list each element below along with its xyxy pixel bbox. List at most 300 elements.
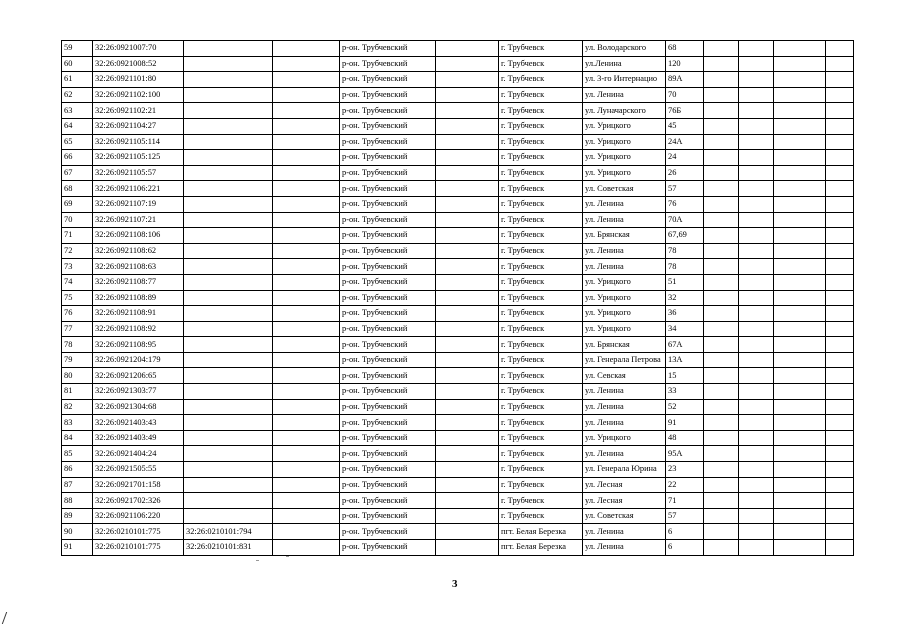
empty-cell	[704, 384, 739, 400]
street-cell: ул. Урицкого	[583, 306, 666, 322]
settlement-cell: г. Трубчевск	[499, 290, 583, 306]
table-row	[62, 337, 854, 353]
cadastral-number-cell: 32:26:0921108:89	[93, 290, 184, 306]
settlement-cell: г. Трубчевск	[499, 228, 583, 244]
settlement-cell: г. Трубчевск	[499, 384, 583, 400]
empty-cell	[273, 87, 340, 103]
empty-cell	[704, 134, 739, 150]
house-number-cell: 95А	[666, 446, 704, 462]
cadastral-number-cell: 32:26:0921108:91	[93, 306, 184, 322]
empty-cell	[273, 306, 340, 322]
street-cell: ул. Ленина	[583, 446, 666, 462]
settlement-cell: г. Трубчевск	[499, 493, 583, 509]
street-cell: ул. Ленина	[583, 399, 666, 415]
house-number-cell: 120	[666, 56, 704, 72]
district-cell: р-он. Трубчевский	[340, 321, 436, 337]
empty-cell	[704, 337, 739, 353]
district-cell: р-он. Трубчевский	[340, 524, 436, 540]
table-row	[62, 243, 854, 259]
empty-cell	[739, 87, 774, 103]
empty-cell	[273, 462, 340, 478]
cadastral-number-cell: 32:26:0921104:27	[93, 118, 184, 134]
empty-cell	[273, 243, 340, 259]
house-number-cell: 45	[666, 118, 704, 134]
settlement-cell: г. Трубчевск	[499, 415, 583, 431]
settlement-cell: г. Трубчевск	[499, 477, 583, 493]
row-number-cell: 87	[62, 477, 93, 493]
empty-cell	[436, 228, 499, 244]
empty-cell	[704, 321, 739, 337]
house-number-cell: 48	[666, 430, 704, 446]
row-number-cell: 74	[62, 274, 93, 290]
empty-cell	[436, 337, 499, 353]
related-cadastral-cell	[184, 228, 273, 244]
district-cell: р-он. Трубчевский	[340, 134, 436, 150]
empty-cell	[826, 540, 854, 556]
related-cadastral-cell	[184, 384, 273, 400]
house-number-cell: 57	[666, 508, 704, 524]
empty-cell	[739, 118, 774, 134]
row-number-cell: 70	[62, 212, 93, 228]
empty-cell	[826, 493, 854, 509]
cadastral-number-cell: 32:26:0921105:57	[93, 165, 184, 181]
empty-cell	[826, 118, 854, 134]
empty-cell	[774, 493, 826, 509]
settlement-cell: г. Трубчевск	[499, 259, 583, 275]
related-cadastral-cell	[184, 41, 273, 57]
table-row	[62, 181, 854, 197]
empty-cell	[704, 228, 739, 244]
registry-table	[61, 40, 854, 556]
district-cell: р-он. Трубчевский	[340, 415, 436, 431]
row-number-cell: 88	[62, 493, 93, 509]
street-cell: ул. Урицкого	[583, 430, 666, 446]
cadastral-number-cell: 32:26:0921304:68	[93, 399, 184, 415]
empty-cell	[704, 508, 739, 524]
empty-cell	[774, 462, 826, 478]
street-cell: ул. Урицкого	[583, 118, 666, 134]
district-cell: р-он. Трубчевский	[340, 181, 436, 197]
empty-cell	[704, 306, 739, 322]
empty-cell	[704, 430, 739, 446]
empty-cell	[774, 290, 826, 306]
related-cadastral-cell	[184, 290, 273, 306]
district-cell: р-он. Трубчевский	[340, 368, 436, 384]
settlement-cell: г. Трубчевск	[499, 368, 583, 384]
row-number-cell: 65	[62, 134, 93, 150]
empty-cell	[273, 524, 340, 540]
empty-cell	[436, 134, 499, 150]
empty-cell	[774, 274, 826, 290]
related-cadastral-cell	[184, 446, 273, 462]
settlement-cell: г. Трубчевск	[499, 399, 583, 415]
empty-cell	[826, 56, 854, 72]
street-cell: ул. Урицкого	[583, 165, 666, 181]
empty-cell	[739, 352, 774, 368]
empty-cell	[774, 384, 826, 400]
related-cadastral-cell	[184, 165, 273, 181]
empty-cell	[739, 540, 774, 556]
related-cadastral-cell	[184, 274, 273, 290]
table-row	[62, 477, 854, 493]
empty-cell	[774, 306, 826, 322]
settlement-cell: г. Трубчевск	[499, 243, 583, 259]
empty-cell	[273, 290, 340, 306]
related-cadastral-cell	[184, 493, 273, 509]
related-cadastral-cell	[184, 118, 273, 134]
district-cell: р-он. Трубчевский	[340, 399, 436, 415]
settlement-cell: г. Трубчевск	[499, 352, 583, 368]
cadastral-number-cell: 32:26:0210101:775	[93, 540, 184, 556]
empty-cell	[704, 103, 739, 119]
house-number-cell: 78	[666, 259, 704, 275]
cadastral-number-cell: 32:26:0921102:100	[93, 87, 184, 103]
empty-cell	[704, 415, 739, 431]
empty-cell	[739, 415, 774, 431]
cadastral-number-cell: 32:26:0210101:775	[93, 524, 184, 540]
house-number-cell: 34	[666, 321, 704, 337]
empty-cell	[826, 274, 854, 290]
empty-cell	[704, 399, 739, 415]
house-number-cell: 76	[666, 196, 704, 212]
settlement-cell: г. Трубчевск	[499, 212, 583, 228]
district-cell: р-он. Трубчевский	[340, 430, 436, 446]
empty-cell	[273, 181, 340, 197]
empty-cell	[774, 399, 826, 415]
empty-cell	[774, 352, 826, 368]
empty-cell	[774, 41, 826, 57]
row-number-cell: 69	[62, 196, 93, 212]
settlement-cell: г. Трубчевск	[499, 134, 583, 150]
empty-cell	[704, 243, 739, 259]
settlement-cell: г. Трубчевск	[499, 430, 583, 446]
empty-cell	[774, 540, 826, 556]
empty-cell	[826, 290, 854, 306]
settlement-cell: г. Трубчевск	[499, 508, 583, 524]
empty-cell	[704, 477, 739, 493]
empty-cell	[436, 56, 499, 72]
empty-cell	[826, 368, 854, 384]
row-number-cell: 66	[62, 150, 93, 166]
table-row	[62, 72, 854, 88]
row-number-cell: 59	[62, 41, 93, 57]
empty-cell	[774, 87, 826, 103]
related-cadastral-cell	[184, 337, 273, 353]
street-cell: ул. Советская	[583, 181, 666, 197]
settlement-cell: г. Трубчевск	[499, 103, 583, 119]
empty-cell	[436, 118, 499, 134]
related-cadastral-cell	[184, 72, 273, 88]
table-row	[62, 540, 854, 556]
empty-cell	[436, 399, 499, 415]
related-cadastral-cell	[184, 150, 273, 166]
empty-cell	[826, 134, 854, 150]
empty-cell	[826, 430, 854, 446]
empty-cell	[739, 321, 774, 337]
table-row	[62, 196, 854, 212]
district-cell: р-он. Трубчевский	[340, 508, 436, 524]
house-number-cell: 32	[666, 290, 704, 306]
empty-cell	[774, 446, 826, 462]
house-number-cell: 33	[666, 384, 704, 400]
table-row	[62, 134, 854, 150]
cadastral-number-cell: 32:26:0921107:21	[93, 212, 184, 228]
empty-cell	[739, 181, 774, 197]
district-cell: р-он. Трубчевский	[340, 41, 436, 57]
house-number-cell: 76Б	[666, 103, 704, 119]
empty-cell	[826, 196, 854, 212]
empty-cell	[774, 368, 826, 384]
related-cadastral-cell	[184, 134, 273, 150]
empty-cell	[273, 430, 340, 446]
empty-cell	[826, 243, 854, 259]
empty-cell	[826, 321, 854, 337]
street-cell: ул. Ленина	[583, 87, 666, 103]
empty-cell	[739, 462, 774, 478]
empty-cell	[436, 446, 499, 462]
row-number-cell: 64	[62, 118, 93, 134]
empty-cell	[774, 103, 826, 119]
cadastral-number-cell: 32:26:0921102:21	[93, 103, 184, 119]
settlement-cell: г. Трубчевск	[499, 87, 583, 103]
house-number-cell: 22	[666, 477, 704, 493]
empty-cell	[704, 87, 739, 103]
settlement-cell: г. Трубчевск	[499, 41, 583, 57]
empty-cell	[739, 368, 774, 384]
district-cell: р-он. Трубчевский	[340, 337, 436, 353]
street-cell: ул. Урицкого	[583, 274, 666, 290]
house-number-cell: 70А	[666, 212, 704, 228]
table-row	[62, 290, 854, 306]
district-cell: р-он. Трубчевский	[340, 103, 436, 119]
empty-cell	[826, 415, 854, 431]
settlement-cell: г. Трубчевск	[499, 181, 583, 197]
cadastral-number-cell: 32:26:0921108:95	[93, 337, 184, 353]
cadastral-number-cell: 32:26:0921206:65	[93, 368, 184, 384]
related-cadastral-cell	[184, 430, 273, 446]
empty-cell	[739, 134, 774, 150]
empty-cell	[826, 228, 854, 244]
street-cell: ул. Ленина	[583, 259, 666, 275]
table-row	[62, 259, 854, 275]
empty-cell	[273, 477, 340, 493]
row-number-cell: 84	[62, 430, 93, 446]
district-cell: р-он. Трубчевский	[340, 493, 436, 509]
district-cell: р-он. Трубчевский	[340, 259, 436, 275]
empty-cell	[273, 41, 340, 57]
settlement-cell: г. Трубчевск	[499, 150, 583, 166]
street-cell: ул.Ленина	[583, 56, 666, 72]
empty-cell	[774, 165, 826, 181]
district-cell: р-он. Трубчевский	[340, 72, 436, 88]
empty-cell	[273, 134, 340, 150]
empty-cell	[273, 321, 340, 337]
empty-cell	[739, 430, 774, 446]
empty-cell	[273, 72, 340, 88]
house-number-cell: 78	[666, 243, 704, 259]
empty-cell	[739, 103, 774, 119]
empty-cell	[704, 212, 739, 228]
cadastral-number-cell: 32:26:0921108:106	[93, 228, 184, 244]
empty-cell	[704, 540, 739, 556]
related-cadastral-cell	[184, 352, 273, 368]
table-row	[62, 87, 854, 103]
cadastral-number-cell: 32:26:0921106:221	[93, 181, 184, 197]
empty-cell	[774, 243, 826, 259]
street-cell: ул. Володарского	[583, 41, 666, 57]
row-number-cell: 78	[62, 337, 93, 353]
empty-cell	[273, 399, 340, 415]
empty-cell	[739, 337, 774, 353]
street-cell: ул. Урицкого	[583, 150, 666, 166]
table-row	[62, 306, 854, 322]
empty-cell	[826, 212, 854, 228]
settlement-cell: г. Трубчевск	[499, 446, 583, 462]
street-cell: ул. Ленина	[583, 243, 666, 259]
empty-cell	[739, 274, 774, 290]
cadastral-number-cell: 32:26:0921106:220	[93, 508, 184, 524]
empty-cell	[739, 508, 774, 524]
table-row	[62, 462, 854, 478]
empty-cell	[774, 118, 826, 134]
empty-cell	[436, 368, 499, 384]
table-row	[62, 524, 854, 540]
related-cadastral-cell: 32:26:0210101:831	[184, 540, 273, 556]
row-number-cell: 61	[62, 72, 93, 88]
table-row	[62, 415, 854, 431]
empty-cell	[436, 493, 499, 509]
settlement-cell: г. Трубчевск	[499, 337, 583, 353]
district-cell: р-он. Трубчевский	[340, 165, 436, 181]
empty-cell	[704, 150, 739, 166]
table-row	[62, 352, 854, 368]
empty-cell	[704, 118, 739, 134]
street-cell: ул. Ленина	[583, 415, 666, 431]
empty-cell	[273, 540, 340, 556]
table-row	[62, 41, 854, 57]
table-row	[62, 228, 854, 244]
empty-cell	[774, 259, 826, 275]
street-cell: ул. Луначарского	[583, 103, 666, 119]
empty-cell	[826, 41, 854, 57]
empty-cell	[774, 228, 826, 244]
empty-cell	[436, 41, 499, 57]
cadastral-number-cell: 32:26:0921701:158	[93, 477, 184, 493]
empty-cell	[739, 306, 774, 322]
empty-cell	[436, 540, 499, 556]
empty-cell	[436, 384, 499, 400]
related-cadastral-cell	[184, 212, 273, 228]
house-number-cell: 15	[666, 368, 704, 384]
empty-cell	[826, 165, 854, 181]
settlement-cell: г. Трубчевск	[499, 306, 583, 322]
empty-cell	[826, 103, 854, 119]
empty-cell	[826, 508, 854, 524]
house-number-cell: 23	[666, 462, 704, 478]
settlement-cell: г. Трубчевск	[499, 462, 583, 478]
house-number-cell: 89А	[666, 72, 704, 88]
empty-cell	[774, 134, 826, 150]
empty-cell	[739, 150, 774, 166]
row-number-cell: 62	[62, 87, 93, 103]
empty-cell	[436, 87, 499, 103]
row-number-cell: 86	[62, 462, 93, 478]
table-row	[62, 321, 854, 337]
empty-cell	[826, 259, 854, 275]
empty-cell	[273, 118, 340, 134]
district-cell: р-он. Трубчевский	[340, 462, 436, 478]
empty-cell	[739, 446, 774, 462]
cadastral-number-cell: 32:26:0921108:77	[93, 274, 184, 290]
row-number-cell: 73	[62, 259, 93, 275]
house-number-cell: 52	[666, 399, 704, 415]
row-number-cell: 91	[62, 540, 93, 556]
district-cell: р-он. Трубчевский	[340, 118, 436, 134]
district-cell: р-он. Трубчевский	[340, 274, 436, 290]
empty-cell	[704, 181, 739, 197]
empty-cell	[704, 72, 739, 88]
registry-body	[62, 41, 854, 556]
settlement-cell: г. Трубчевск	[499, 321, 583, 337]
cadastral-number-cell: 32:26:0921107:19	[93, 196, 184, 212]
empty-cell	[436, 508, 499, 524]
house-number-cell: 51	[666, 274, 704, 290]
empty-cell	[436, 196, 499, 212]
house-number-cell: 91	[666, 415, 704, 431]
empty-cell	[774, 430, 826, 446]
empty-cell	[739, 56, 774, 72]
empty-cell	[826, 306, 854, 322]
empty-cell	[436, 462, 499, 478]
empty-cell	[436, 524, 499, 540]
house-number-cell: 67,69	[666, 228, 704, 244]
row-number-cell: 63	[62, 103, 93, 119]
empty-cell	[826, 150, 854, 166]
row-number-cell: 90	[62, 524, 93, 540]
table-row	[62, 446, 854, 462]
related-cadastral-cell	[184, 103, 273, 119]
empty-cell	[739, 212, 774, 228]
empty-cell	[704, 493, 739, 509]
empty-cell	[273, 368, 340, 384]
empty-cell	[273, 150, 340, 166]
table-row	[62, 493, 854, 509]
settlement-cell: г. Трубчевск	[499, 196, 583, 212]
table-row	[62, 212, 854, 228]
district-cell: р-он. Трубчевский	[340, 150, 436, 166]
related-cadastral-cell	[184, 368, 273, 384]
related-cadastral-cell	[184, 415, 273, 431]
related-cadastral-cell	[184, 243, 273, 259]
empty-cell	[739, 259, 774, 275]
house-number-cell: 68	[666, 41, 704, 57]
house-number-cell: 6	[666, 540, 704, 556]
district-cell: р-он. Трубчевский	[340, 228, 436, 244]
empty-cell	[436, 321, 499, 337]
empty-cell	[774, 477, 826, 493]
empty-cell	[273, 274, 340, 290]
empty-cell	[826, 477, 854, 493]
row-number-cell: 81	[62, 384, 93, 400]
empty-cell	[774, 150, 826, 166]
house-number-cell: 24А	[666, 134, 704, 150]
row-number-cell: 72	[62, 243, 93, 259]
cadastral-number-cell: 32:26:0921007:70	[93, 41, 184, 57]
district-cell: р-он. Трубчевский	[340, 477, 436, 493]
empty-cell	[436, 290, 499, 306]
cadastral-number-cell: 32:26:0921303:77	[93, 384, 184, 400]
street-cell: ул. Урицкого	[583, 321, 666, 337]
